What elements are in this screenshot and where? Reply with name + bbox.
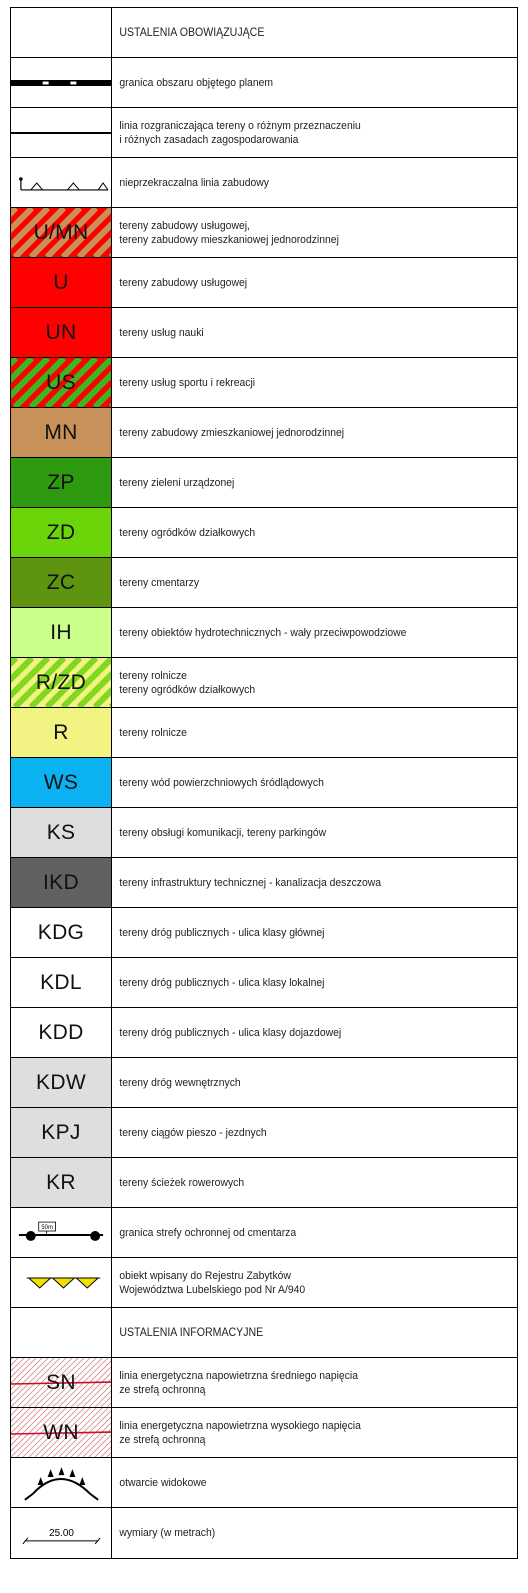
legend-description [112,608,485,657]
zone-code: KDL [40,970,82,994]
legend-symbol [11,1408,112,1457]
legend-symbol [11,1358,112,1407]
section-heading [112,8,485,57]
description-line: ze strefą ochronną [119,1383,206,1396]
zone-code: ZC [46,570,76,594]
legend-description [112,758,485,807]
legend-row [11,958,517,1008]
dimension-value: 25.00 [49,1527,74,1539]
empty-symbol-cell [11,1308,112,1357]
legend-symbol [11,358,112,407]
zone-code: SN [46,1370,76,1394]
section-heading [112,1308,485,1357]
legend-description [112,158,485,207]
legend-description [112,1058,485,1107]
legend-description [112,1458,485,1507]
legend-row [11,1508,517,1558]
legend-symbol [11,758,112,807]
description-line: tereny dróg publicznych - ulica klasy lokalnej [119,976,325,989]
legend-heading-row [11,8,517,58]
distance-badge: 50m [41,1225,53,1232]
legend-row [11,608,517,658]
legend-symbol [11,1158,112,1207]
legend-description [112,708,485,757]
legend-row [11,58,517,108]
legend-description [112,1258,485,1307]
description-line: tereny usług nauki [119,326,204,339]
legend-row [11,1258,517,1308]
legend-description [112,1508,485,1558]
legend-symbol [11,608,112,657]
legend-row [11,1158,517,1208]
legend-description [112,458,485,507]
legend-row [11,308,517,358]
heading-text: USTALENIA OBOWIĄZUJĄCE [119,26,265,39]
legend-row [11,1358,517,1408]
zone-code: ZD [46,520,76,544]
zone-code: ZP [47,470,75,494]
legend-symbol [11,1258,112,1307]
legend-symbol [11,1458,112,1507]
description-line: tereny infrastruktury technicznej - kanalizacja deszczowa [119,876,382,889]
legend-row [11,558,517,608]
description-line: tereny zieleni urządzonej [119,476,235,489]
description-line: tereny ogródków działkowych [119,683,256,696]
zone-code: KDD [38,1020,84,1044]
empty-symbol-cell [11,8,112,57]
building-line-icon [11,158,111,207]
zone-code: WS [43,770,79,794]
legend-symbol [11,1058,112,1107]
legend-heading-row [11,1308,517,1358]
legend-description [112,508,485,557]
description-line: linia energetyczna napowietrzna średniego napięcia [119,1369,358,1382]
legend-row [11,1458,517,1508]
legend-symbol [11,1508,112,1558]
description-line: Województwa Lubelskiego pod Nr A/940 [119,1283,306,1296]
description-line: granica obszaru objętego planem [119,76,274,89]
legend-description [112,958,485,1007]
legend-row [11,208,517,258]
description-line: obiekt wpisany do Rejestru Zabytków [119,1269,291,1282]
description-line: wymiary (w metrach) [119,1527,216,1539]
legend-row [11,458,517,508]
dimension-icon [11,1509,111,1558]
viewpoint-icon [11,1458,111,1507]
zone-code: UN [45,320,77,344]
zone-code: KPJ [41,1120,81,1144]
zone-code: KR [46,1170,76,1194]
description-line: linia energetyczna napowietrzna wysokiego napięcia [119,1419,361,1432]
legend-symbol [11,458,112,507]
legend-symbol [11,658,112,707]
legend-description [112,858,485,907]
legend-row [11,508,517,558]
legend-description [112,1408,485,1457]
description-line: tereny zabudowy usługowej, [119,219,250,232]
legend-row [11,258,517,308]
legend-symbol [11,258,112,307]
legend-symbol [11,858,112,907]
legend-row [11,858,517,908]
legend-row [11,1208,517,1258]
description-line: linia rozgraniczająca tereny o różnym przeznaczeniu [119,119,361,132]
legend-row [11,908,517,958]
description-line: tereny obiektów hydrotechnicznych - wały przeciwpowodziowe [119,626,407,639]
legend-row [11,158,517,208]
zone-code: IKD [43,870,79,894]
description-line: tereny obsługi komunikacji, tereny parkingów [119,826,327,839]
zone-code: IH [50,620,72,644]
legend-symbol [11,708,112,757]
legend-row [11,358,517,408]
legend-row [11,1108,517,1158]
legend-description [112,558,485,607]
monument-triangles-icon [11,1258,111,1307]
legend-symbol [11,208,112,257]
legend-symbol [11,558,112,607]
legend-description [112,58,485,107]
legend-row [11,1408,517,1458]
zone-code: US [46,370,76,394]
legend-symbol [11,108,112,157]
zone-code: R [53,720,69,744]
legend-description [112,1208,485,1257]
legend-description [112,358,485,407]
legend-symbol [11,158,112,207]
zone-code: U/MN [33,220,89,244]
description-line: granica strefy ochronnej od cmentarza [119,1226,297,1239]
legend-description [112,1008,485,1057]
legend-description [112,258,485,307]
description-line: tereny ogródków działkowych [119,526,256,539]
description-line: tereny rolnicze [119,669,187,682]
legend-description [112,908,485,957]
legend-row [11,808,517,858]
legend-table [10,7,518,1559]
legend-description [112,308,485,357]
legend-symbol [11,908,112,957]
description-line: tereny dróg publicznych - ulica klasy dojazdowej [119,1026,342,1039]
zone-code: KDG [37,920,85,944]
description-line: tereny ciągów pieszo - jezdnych [119,1126,267,1139]
legend-row [11,108,517,158]
description-line: otwarcie widokowe [119,1476,207,1489]
legend-description [112,1158,485,1207]
legend-description [112,658,485,707]
legend-symbol [11,1008,112,1057]
legend-symbol [11,58,112,107]
legend-row [11,1058,517,1108]
description-line: i różnych zasadach zagospodarowania [119,133,299,146]
legend-symbol [11,958,112,1007]
description-line: tereny dróg wewnętrznych [119,1076,241,1089]
legend-description [112,108,485,157]
description-line: tereny zabudowy usługowej [119,276,248,289]
legend-description [112,808,485,857]
legend-symbol [11,408,112,457]
legend-description [112,208,485,257]
description-line: nieprzekraczalna linia zabudowy [119,176,270,189]
legend-symbol [11,1108,112,1157]
description-line: tereny wód powierzchniowych śródlądowych [119,776,324,789]
legend-symbol [11,808,112,857]
description-line: tereny zabudowy mieszkaniowej jednorodzinnej [119,233,339,246]
legend-symbol [11,1208,112,1257]
description-line: tereny rolnicze [119,726,187,739]
legend-symbol [11,308,112,357]
legend-description [112,1108,485,1157]
legend-row [11,408,517,458]
description-line: tereny dróg publicznych - ulica klasy głównej [119,926,325,939]
zone-code: U [53,270,69,294]
legend-row [11,658,517,708]
boundary-line-icon [11,58,111,107]
description-line: tereny zabudowy zmieszkaniowej jednorodzinnej [119,426,345,439]
legend-description [112,1358,485,1407]
heading-text: USTALENIA INFORMACYJNE [119,1326,264,1339]
legend-symbol [11,508,112,557]
zone-code: R/ZD [35,670,87,694]
legend-row [11,758,517,808]
zone-code: MN [44,420,78,444]
legend-description [112,408,485,457]
cemetery-zone-icon [11,1208,111,1257]
zone-code: KS [46,820,76,844]
description-line: ze strefą ochronną [119,1433,206,1446]
legend-row [11,708,517,758]
zone-code: WN [43,1420,79,1444]
legend-row [11,1008,517,1058]
description-line: tereny cmentarzy [119,576,200,589]
dividing-line-icon [11,108,111,157]
zone-code: KDW [36,1070,86,1094]
description-line: tereny usług sportu i rekreacji [119,376,256,389]
description-line: tereny ścieżek rowerowych [119,1176,245,1189]
